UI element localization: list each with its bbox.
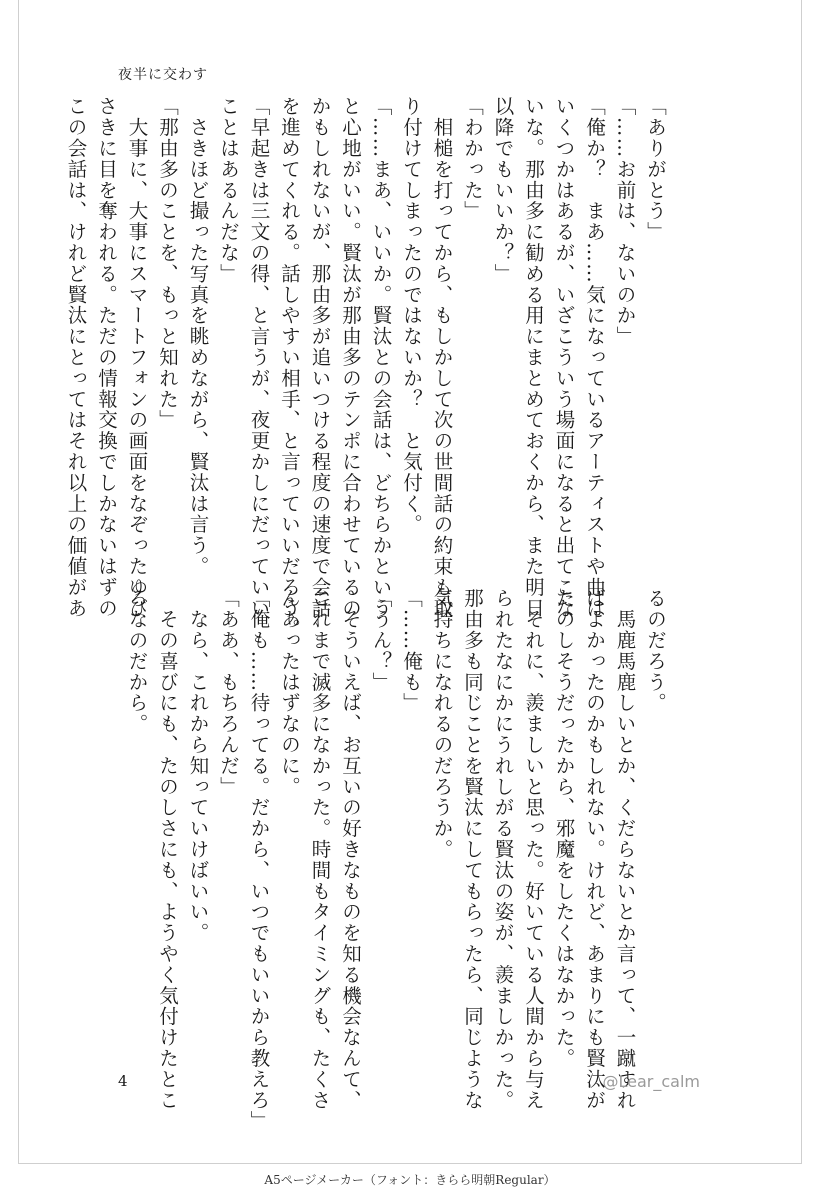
text-line: そういえば、お互いの好きなものを知る機会なんて、: [339, 588, 362, 1111]
text-line: り付けてしまったのではないか？ と気付く。: [400, 96, 423, 535]
page-number: 4: [118, 1072, 128, 1090]
text-line: られたなにかにうれしがる賢汰の姿が、羨ましかった。: [491, 588, 515, 1111]
text-line: かもしれないが、那由多が追いつける程度の速度で会話: [308, 96, 332, 619]
text-line: 気持ちになれるのだろうか。: [430, 588, 454, 860]
text-line: たのしそうだったから、邪魔をしたくはなかった。: [552, 588, 576, 1069]
text-line: ばよかったのかもしれない。けれど、あまりにも賢汰が: [583, 588, 606, 1111]
text-line: ことはあるんだな」: [217, 96, 240, 285]
text-line: 相槌を打ってから、もしかして次の世間話の約束も取: [430, 96, 454, 619]
text-line: 以降でもいいか？」: [491, 96, 515, 285]
text-line: 「早起きは三文の得、と言うが、夜更かしにだっていい: [247, 96, 271, 619]
body-text-upper: [60, 96, 670, 640]
text-line: 大事に、大事にスマートフォンの画面をなぞったゆび: [125, 96, 149, 619]
text-line: 「……俺も」: [400, 588, 423, 714]
text-line: 「……お前は、ないのか」: [613, 96, 637, 347]
text-line: 「俺も……待ってる。だから、いつでもいいから教えろ」: [247, 588, 271, 1132]
text-line: これまで滅多になかった。時間もタイミングも、たくさ: [308, 588, 332, 1111]
text-line: 那由多も同じことを賢汰にしてもらったら、同じような: [461, 588, 484, 1111]
text-line: いくつかはあるが、いざこういう場面になると出てこな: [552, 96, 576, 619]
text-line: その喜びにも、たのしさにも、ようやく気付けたとこ: [156, 588, 179, 1111]
author-credit: @Lear_calm: [602, 1072, 700, 1091]
text-line: 「ああ、もちろんだ」: [217, 588, 240, 797]
text-line: 「俺か？ まあ……気になっているアーティストや曲は: [583, 96, 606, 619]
text-line: 「わかった」: [461, 96, 484, 222]
running-title: 夜半に交わす: [118, 67, 208, 83]
text-line: るのだろう。: [644, 588, 667, 714]
text-line: と心地がいい。賢汰が那由多のテンポに合わせているの: [339, 96, 362, 619]
text-line: それに、羨ましいと思った。好いている人間から与え: [522, 588, 545, 1111]
text-line: 「うん？」: [369, 588, 393, 693]
text-line: んあったはずなのに。: [278, 588, 301, 797]
text-line: 「那由多のことを、もっと知れた」: [156, 96, 179, 431]
text-line: ろなのだから。: [125, 588, 149, 735]
text-line: この会話は、けれど賢汰にとってはそれ以上の価値があ: [64, 96, 88, 619]
text-line: なら、これから知っていけばいい。: [186, 588, 210, 944]
text-line: さきほど撮った写真を眺めながら、賢汰は言う。: [186, 96, 210, 577]
text-line: さきに目を奪われる。ただの情報交換でしかないはずの: [95, 96, 118, 619]
text-line: 馬鹿馬鹿しいとか、くだらないとか言って、一蹴すれ: [613, 588, 637, 1111]
text-line: を進めてくれる。話しやすい相手、と言っていいだろう。: [278, 96, 301, 640]
text-line: 「……まあ、いいか。賢汰との会話は、どちらかという: [369, 96, 393, 619]
text-line: いな。那由多に勧める用にまとめておくから、また明日: [522, 96, 545, 619]
text-line: 「ありがとう」: [644, 96, 667, 243]
footer-caption: A5ページメーカー（フォント：きらら明朝Regular）: [264, 1173, 556, 1187]
